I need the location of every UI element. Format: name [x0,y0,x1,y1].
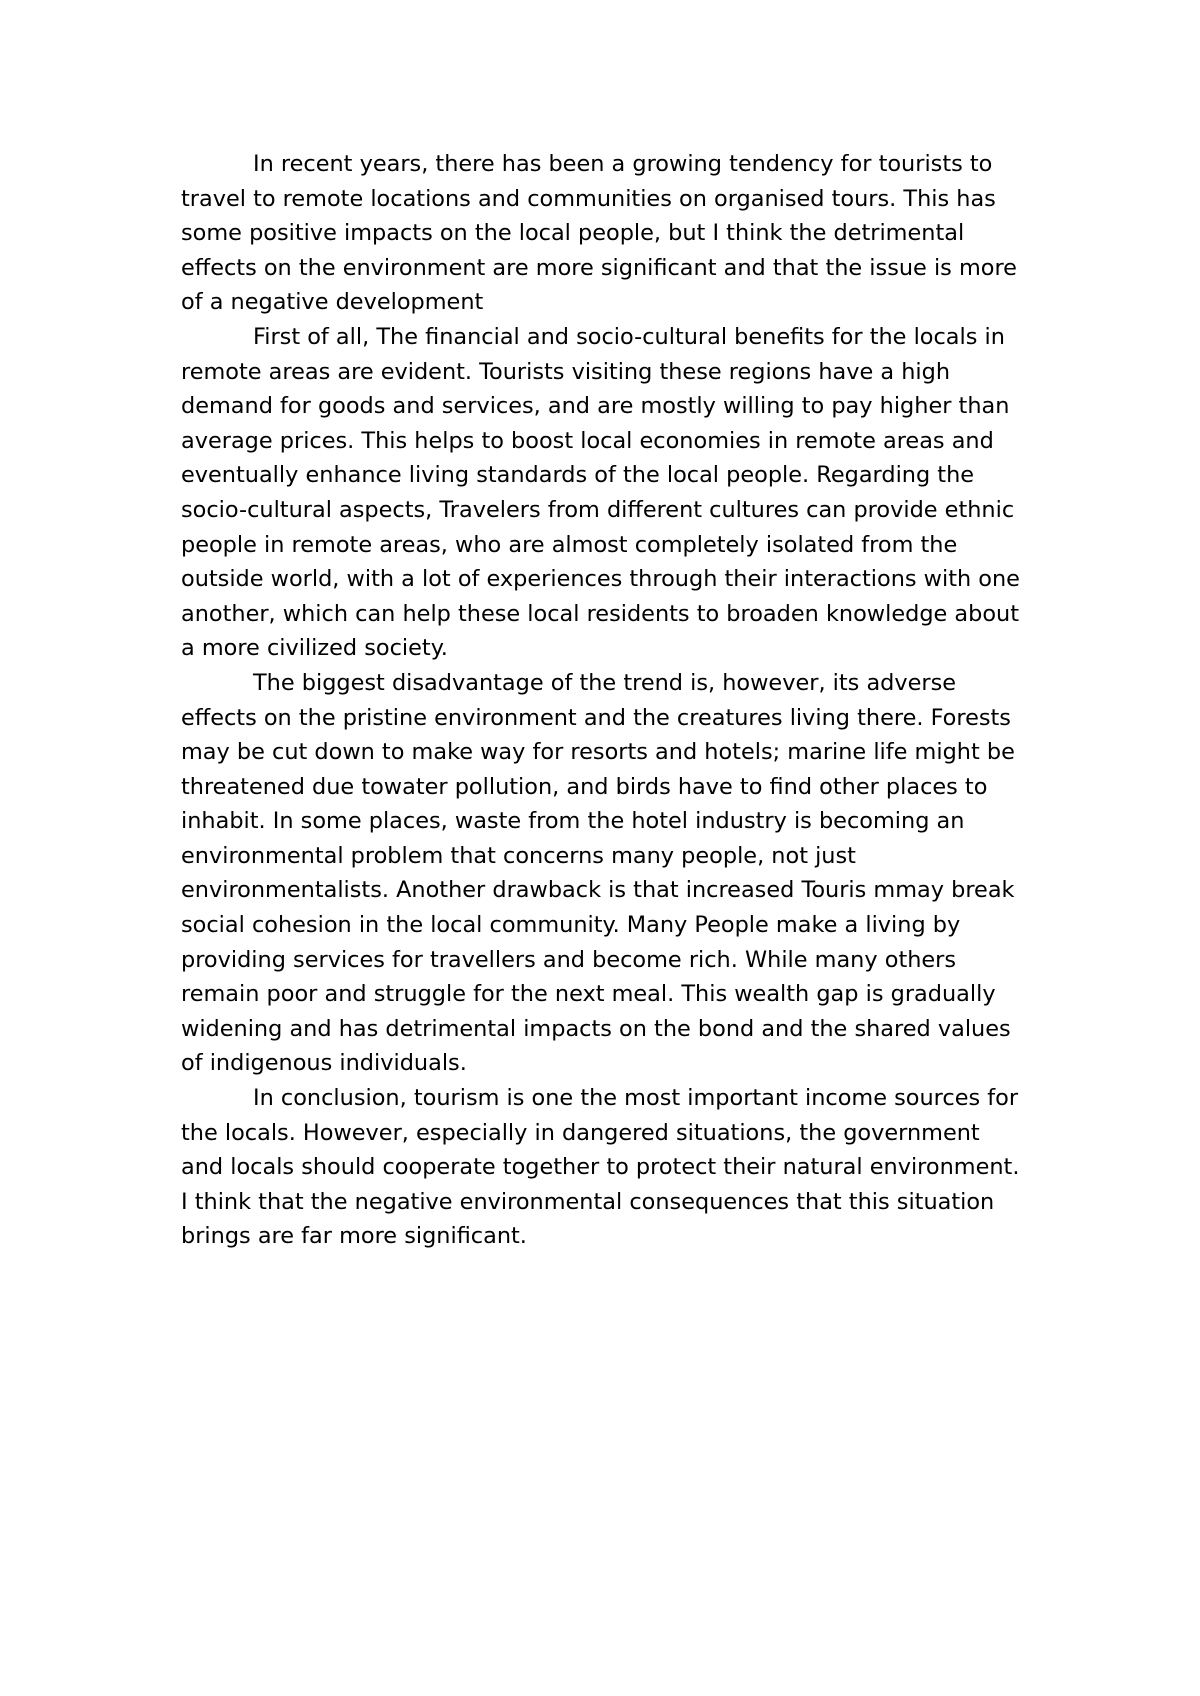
paragraph-disadvantages: The biggest disadvantage of the trend is, however, its adverse effects on the pristine environment and the creatures living there. Forests may be cut down to make way for resorts and hotels; marine life might be threatened due towater pollution, and birds have to find other places to inhabit. In some places, waste from the hotel industry is becoming an environmental problem that concerns many people, not just environmentalists. Another drawback is that increased Touris mmay break social cohesion in the local community. Many People make a living by providing services for travellers and become rich. While many others remain poor and struggle for the next meal. This wealth gap is gradually widening and has detrimental impacts on the bond and the shared values of indigenous individuals. [181,669,1015,1077]
paragraph-introduction: In recent years, there has been a growing tendency for tourists to travel to remote locations and communities on organised tours. This has some positive impacts on the local people, but I think the detrimental effects on the environment are more significant and that the issue is more of a negative development [181,151,1017,316]
paragraph-benefits: First of all, The financial and socio-cultural benefits for the locals in remote areas are evident. Tourists visiting these regions have a high demand for goods and services, and are mostly willing to pay higher than average prices. This helps to boost local economies in remote areas and eventually enhance living standards of the local people. Regarding the socio-cultural aspects, Travelers from different cultures can provide ethnic people in remote areas, who are almost completely isolated from the outside world, with a lot of experiences through their interactions with one another, which can help these local residents to broaden knowledge about a more civilized society. [181,323,1020,662]
paragraph-conclusion: In conclusion, tourism is one the most important income sources for the locals. However, especially in dangered situations, the government and locals should cooperate together to protect their natural environment. I think that the negative environmental consequences that this situation brings are far more significant. [181,1085,1020,1250]
essay-body [181,147,1026,1254]
